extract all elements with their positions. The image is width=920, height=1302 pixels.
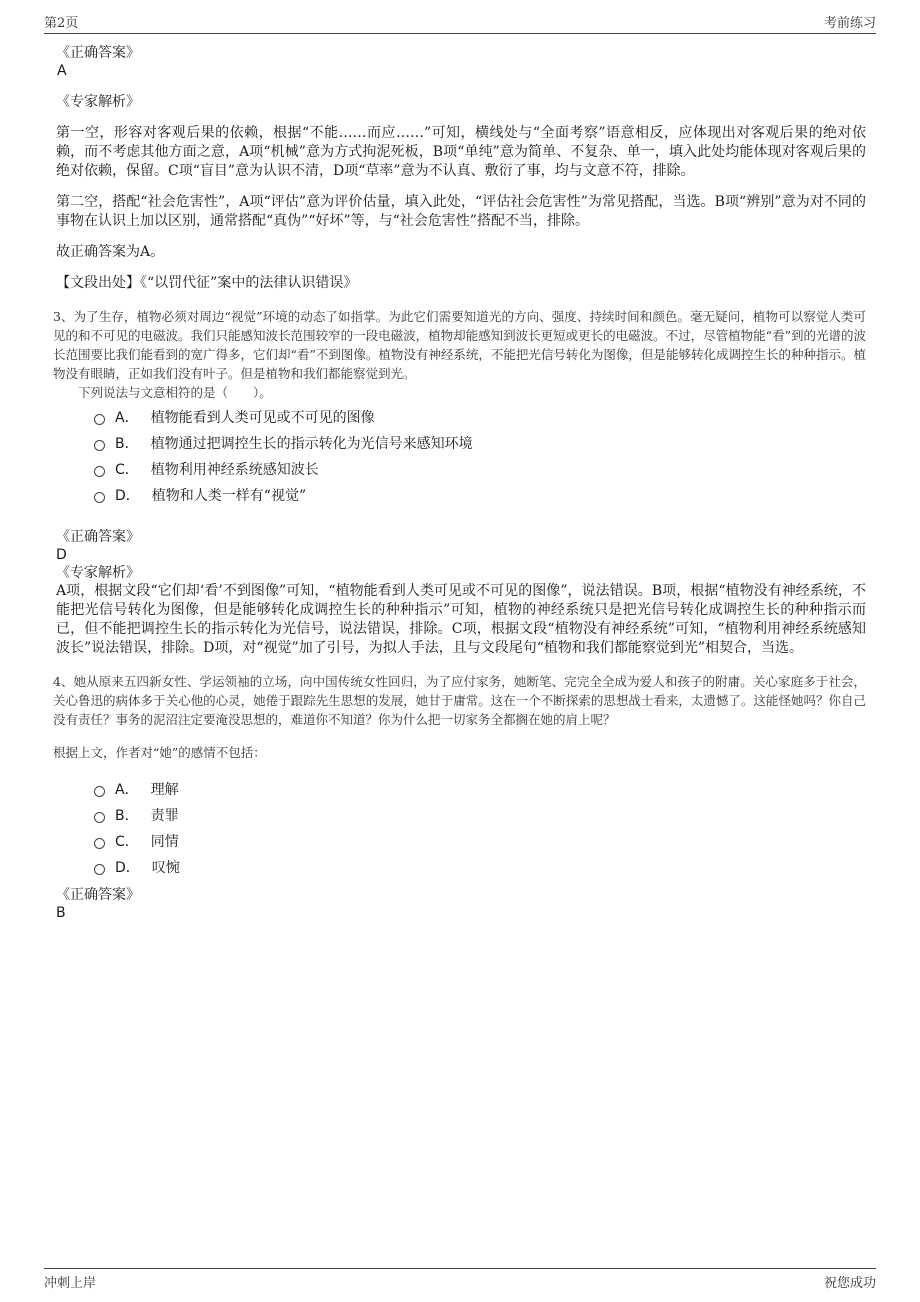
option-letter: B．: [115, 808, 139, 824]
answer-value: A: [57, 63, 67, 79]
question-stem: 4、她从原来五四新女性、学运领袖的立场，向中国传统女性回归，为了应付家务，她断笔、完完全全成为爱人和孩子的附庸。关心家庭多于社会，关心鲁迅的病体多于关心他的心灵，她倦于跟踪先生思想的发展，她甘于庸常。这在一个不断探索的思想战士看来，太遗憾了。这能怪她吗？你自己没有责任？事务的泥沼注定要淹没思想的，难道你不知道？你为什么把一切家务全都搁在她的肩上呢？: [53, 674, 866, 727]
answer-label: 《正确答案》: [56, 887, 140, 903]
option-d[interactable]: [94, 482, 866, 508]
option-d[interactable]: [94, 854, 866, 880]
page-footer: [44, 1268, 876, 1291]
radio-button[interactable]: [94, 492, 105, 503]
option-text: 同情: [150, 834, 179, 850]
options-list: [94, 776, 866, 880]
option-letter: D．: [115, 488, 140, 504]
option-letter: D．: [115, 860, 140, 876]
document-body: [53, 44, 866, 922]
source-note: 【文段出处】《“以罚代征”案中的法律认识错误》: [56, 275, 358, 291]
answer-label: 《正确答案》: [56, 45, 140, 61]
option-text: 责罪: [150, 808, 179, 824]
radio-button[interactable]: [94, 786, 105, 797]
page-header: [44, 12, 876, 34]
header-title: 考前练习: [823, 16, 876, 31]
option-letter: B．: [115, 436, 139, 452]
question-stem: 3、为了生存，植物必须对周边“视觉”环境的动态了如指掌。为此它们需要知道光的方向、强度、持续时间和颜色。毫无疑问，植物可以察觉人类可见的和不可见的电磁波。我们只能感知波长范围较窄的一段电磁波，植物却能感知到波长更短或更长的电磁波。不过，尽管植物能“看”到的光谱的波长范围要比我们能看到的宽广得多，它们却“看”不到图像。植物没有神经系统，不能把光信号转化为图像，但是能够转化成调控生长的种种指示。植物没有眼睛，正如我们没有叶子。但是植物和我们都能察觉到光。: [53, 309, 866, 381]
option-letter: A．: [115, 410, 139, 426]
option-letter: C．: [115, 834, 139, 850]
answer-value: B: [56, 905, 66, 921]
answer-value: D: [56, 547, 67, 563]
radio-button[interactable]: [94, 812, 105, 823]
radio-button[interactable]: [94, 440, 105, 451]
radio-button[interactable]: [94, 864, 105, 875]
analysis-label: 《专家解析》: [56, 565, 140, 581]
analysis-conclusion: 故正确答案为A。: [56, 244, 165, 260]
radio-button[interactable]: [94, 466, 105, 477]
option-b[interactable]: [94, 802, 866, 828]
option-letter: C．: [115, 462, 139, 478]
radio-button[interactable]: [94, 414, 105, 425]
question-prompt: 下列说法与文意相符的是（ ）。: [78, 385, 272, 400]
analysis-paragraph: 第一空，形容对客观后果的依赖，根据“不能……而应……”可知，横线处与“全面考察”语意相反，应体现出对客观后果的绝对依赖，而不考虑其他方面之意，A项“机械”意为方式拘泥死板，B项“单纯”意为简单、不复杂、单一，填入此处均能体现对客观后果的绝对依赖，保留。C项“盲目”意为认识不清，D项“草率”意为不认真、敷衍了事，均与文意不符，排除。: [56, 125, 866, 179]
question-prompt: 根据上文，作者对“她”的感情不包括：: [53, 745, 266, 760]
option-letter: A．: [115, 782, 139, 798]
option-text: 植物通过把调控生长的指示转化为光信号来感知环境: [150, 436, 473, 452]
option-a[interactable]: [94, 404, 866, 430]
radio-button[interactable]: [94, 838, 105, 849]
page-number: 第2页: [44, 16, 79, 31]
option-b[interactable]: [94, 430, 866, 456]
answer-label: 《正确答案》: [56, 529, 140, 545]
options-list: [94, 404, 866, 508]
footer-right-text: 祝您成功: [823, 1276, 876, 1291]
option-text: 叹惋: [151, 860, 180, 876]
option-text: 理解: [150, 782, 179, 798]
footer-left-text: 冲刺上岸: [44, 1276, 97, 1291]
analysis-label: 《专家解析》: [56, 94, 140, 110]
option-text: 植物利用神经系统感知波长: [150, 462, 319, 478]
analysis-paragraph: 第二空，搭配“社会危害性”，A项“评估”意为评价估量，填入此处，“评估社会危害性”为常见搭配，当选。B项“辨别”意为对不同的事物在认识上加以区别，通常搭配“真伪”“好坏”等，与“社会危害性”搭配不当，排除。: [56, 194, 866, 229]
analysis-paragraph: A项，根据文段“它们却‘看’不到图像”可知，“植物能看到人类可见或不可见的图像”，说法错误。B项，根据“植物没有神经系统，不能把光信号转化为图像，但是能够转化成调控生长的种种指示”可知，植物的神经系统只是把光信号转化成调控生长的种种指示而已，但不能把调控生长的指示转化为光信号，说法错误，排除。C项，根据文段“植物没有神经系统”可知，“植物利用神经系统感知波长”说法错误，排除。D项，对“视觉”加了引号，为拟人手法，且与文段尾句“植物和我们都能察觉到光”相契合，当选。: [56, 583, 866, 656]
option-a[interactable]: [94, 776, 866, 802]
option-c[interactable]: [94, 828, 866, 854]
option-text: 植物能看到人类可见或不可见的图像: [150, 410, 375, 426]
option-text: 植物和人类一样有“视觉”: [151, 488, 307, 504]
option-c[interactable]: [94, 456, 866, 482]
